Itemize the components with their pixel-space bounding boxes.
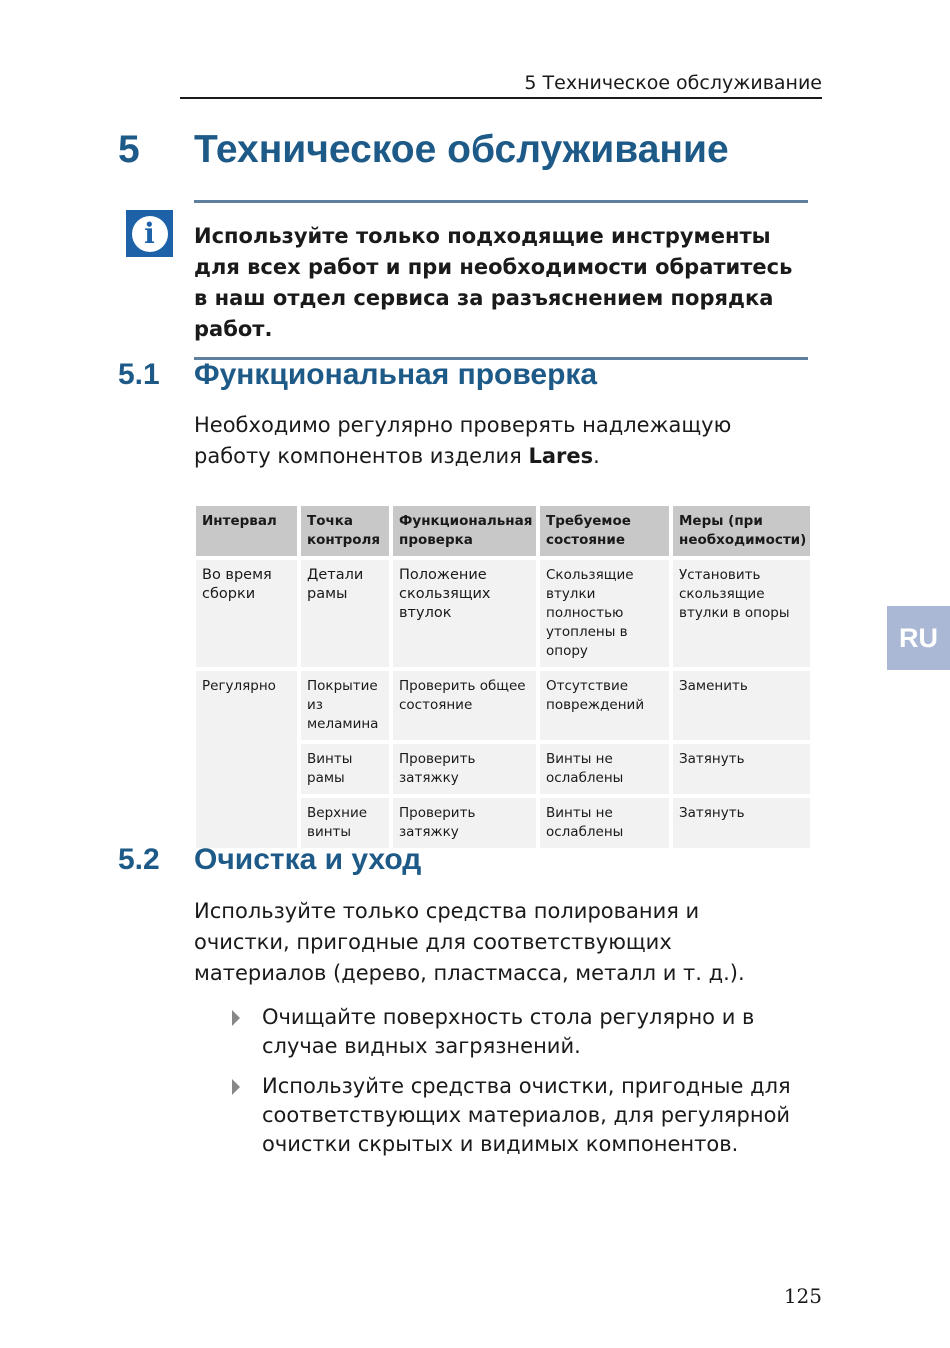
section-intro [194, 410, 814, 472]
section-intro: Используйте только средства полирования и очистки, пригодные для соответствующих материалов (дерево, пластмасса, металл и т. д.). [194, 899, 745, 985]
info-icon [126, 210, 173, 257]
table-cell: Установить скользящие втулки в опоры [673, 560, 810, 667]
table-row [196, 560, 810, 667]
table-header: Интервал [196, 506, 297, 556]
section-number: 5.2 [118, 843, 160, 876]
table-cell: Проверить затяжку [393, 798, 536, 848]
note-text: Используйте только подходящие инструменты для всех работ и при необходимости обратитесь в наш отдел сервиса за разъяснением порядка работ. [194, 224, 793, 341]
table-cell: Детали рамы [301, 560, 389, 667]
intro-suffix: . [593, 444, 600, 468]
maintenance-table [192, 502, 814, 852]
table-cell: Винты не ослаблены [540, 798, 669, 848]
table-cell: Отсутствие повреждений [540, 671, 669, 740]
table-header: Требуемое состояние [540, 506, 669, 556]
table-cell: Заменить [673, 671, 810, 740]
intro-text: Необходимо регулярно проверять надлежащую работу компонентов изделия [194, 413, 732, 468]
list-item [232, 1072, 822, 1159]
product-name: Lares [528, 444, 594, 468]
list-item-text: Используйте средства очистки, пригодные для соответствующих материалов, для регулярной очистки скрытых и видимых компонентов. [262, 1074, 791, 1156]
running-header: 5 Техническое обслуживание [180, 72, 822, 99]
table-cell: Винты рамы [301, 744, 389, 794]
list-item [232, 1003, 822, 1061]
table-header-row [196, 506, 810, 556]
table-cell: Положение скользящих втулок [393, 560, 536, 667]
list-item-text: Очищайте поверхность стола регулярно и в случае видных загрязнений. [262, 1005, 755, 1058]
chapter-number: 5 [118, 128, 140, 171]
bullet-arrow-icon [232, 1079, 240, 1095]
table-cell: Проверить затяжку [393, 744, 536, 794]
section-number: 5.1 [118, 358, 160, 391]
table-cell: Винты не ослаблены [540, 744, 669, 794]
table-cell: Покрытие из меламина [301, 671, 389, 740]
table-header: Меры (при необходимости) [673, 506, 810, 556]
table-header: Функциональная проверка [393, 506, 536, 556]
table-cell: Регулярно [196, 671, 297, 848]
language-tab: RU [887, 606, 950, 670]
table-row [196, 671, 810, 740]
section-title: Функциональная проверка [194, 358, 598, 391]
table-header: Точка контроля [301, 506, 389, 556]
page-number: 125 [783, 1284, 822, 1308]
section-title: Очистка и уход [194, 843, 422, 876]
note-box [194, 200, 808, 360]
table-cell: Проверить общее состояние [393, 671, 536, 740]
table-cell: Затянуть [673, 744, 810, 794]
info-icon-glyph: i [132, 216, 168, 252]
table-cell: Скользящие втулки полностью утоплены в опору [540, 560, 669, 667]
table-cell: Во время сборки [196, 560, 297, 667]
bullet-arrow-icon [232, 1010, 240, 1026]
table-cell: Затянуть [673, 798, 810, 848]
table-cell: Верхние винты [301, 798, 389, 848]
chapter-title: Техническое обслуживание [194, 128, 729, 171]
